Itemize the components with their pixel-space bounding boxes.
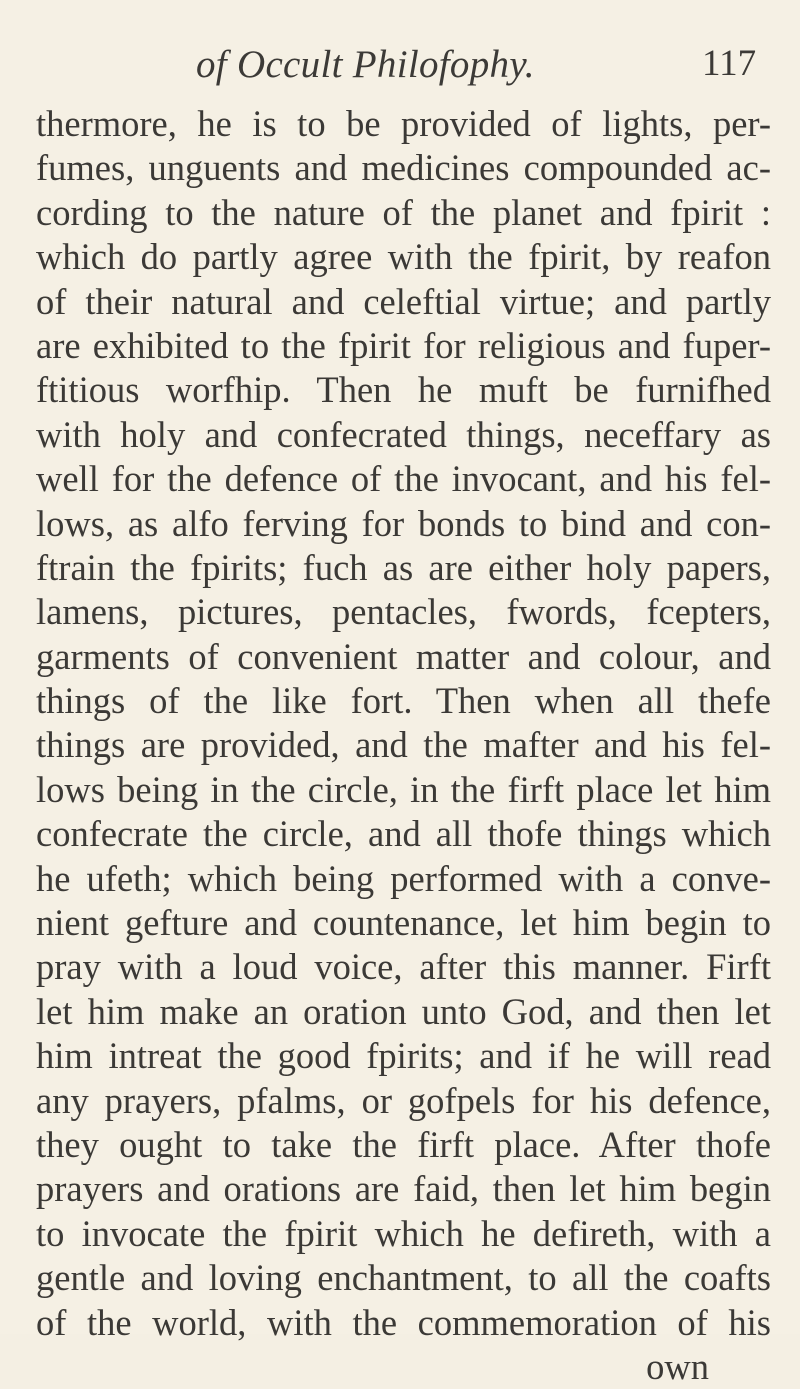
text-line: are exhibited to the fpirit for religious and fuper- [36, 324, 771, 366]
text-line: lamens, pictures, pentacles, fwords, fcepters, [36, 591, 771, 633]
text-line: well for the defence of the invocant, and his fel- [36, 458, 771, 500]
text-line: cording to the nature of the planet and fpirit : [36, 191, 771, 233]
text-line: him intreat the good fpirits; and if he will read [36, 1035, 771, 1077]
text-line: of the world, with the commemoration of his [36, 1301, 771, 1343]
text-line: to invocate the fpirit which he defireth, with a [36, 1212, 771, 1254]
text-line: let him make an oration unto God, and then let [36, 990, 771, 1032]
text-line: gentle and loving enchantment, to all the coafts [36, 1257, 771, 1299]
text-line: prayers and orations are faid, then let him begin [36, 1168, 771, 1210]
text-line: things are provided, and the mafter and his fel- [36, 724, 771, 766]
page-number: 117 [702, 43, 757, 84]
text-line: thermore, he is to be provided of lights, per- [36, 103, 771, 144]
page-header [0, 42, 800, 102]
text-line: things of the like fort. Then when all thefe [36, 680, 771, 722]
text-line: ftitious worfhip. Then he muft be furnifhed [36, 369, 771, 411]
text-line: with holy and confecrated things, neceffary as [36, 413, 771, 455]
text-line: confecrate the circle, and all thofe things which [36, 813, 771, 855]
text-line: any prayers, pfalms, or gofpels for his defence, [36, 1079, 771, 1121]
text-line: of their natural and celeftial virtue; and partly [36, 280, 771, 322]
text-line: lows, as alfo ferving for bonds to bind and con- [36, 502, 771, 544]
text-line: garments of convenient matter and colour, and [36, 635, 771, 677]
text-line: nient gefture and countenance, let him begin to [36, 902, 771, 944]
text-line: he ufeth; which being performed with a conve- [36, 857, 771, 899]
body-text [36, 102, 771, 1389]
text-line: pray with a loud voice, after this manner. Firft [36, 946, 771, 988]
text-line: ftrain the fpirits; fuch as are either holy papers, [36, 546, 771, 588]
text-line: lows being in the circle, in the firft place let him [36, 768, 771, 810]
running-head: of Occult Philofophy. [196, 43, 535, 86]
text-line: which do partly agree with the fpirit, by reafon [36, 236, 771, 278]
text-line: they ought to take the firft place. After thofe [36, 1123, 771, 1165]
text-line: fumes, unguents and medicines compounded ac- [36, 147, 771, 189]
catchword: own [646, 1345, 709, 1387]
